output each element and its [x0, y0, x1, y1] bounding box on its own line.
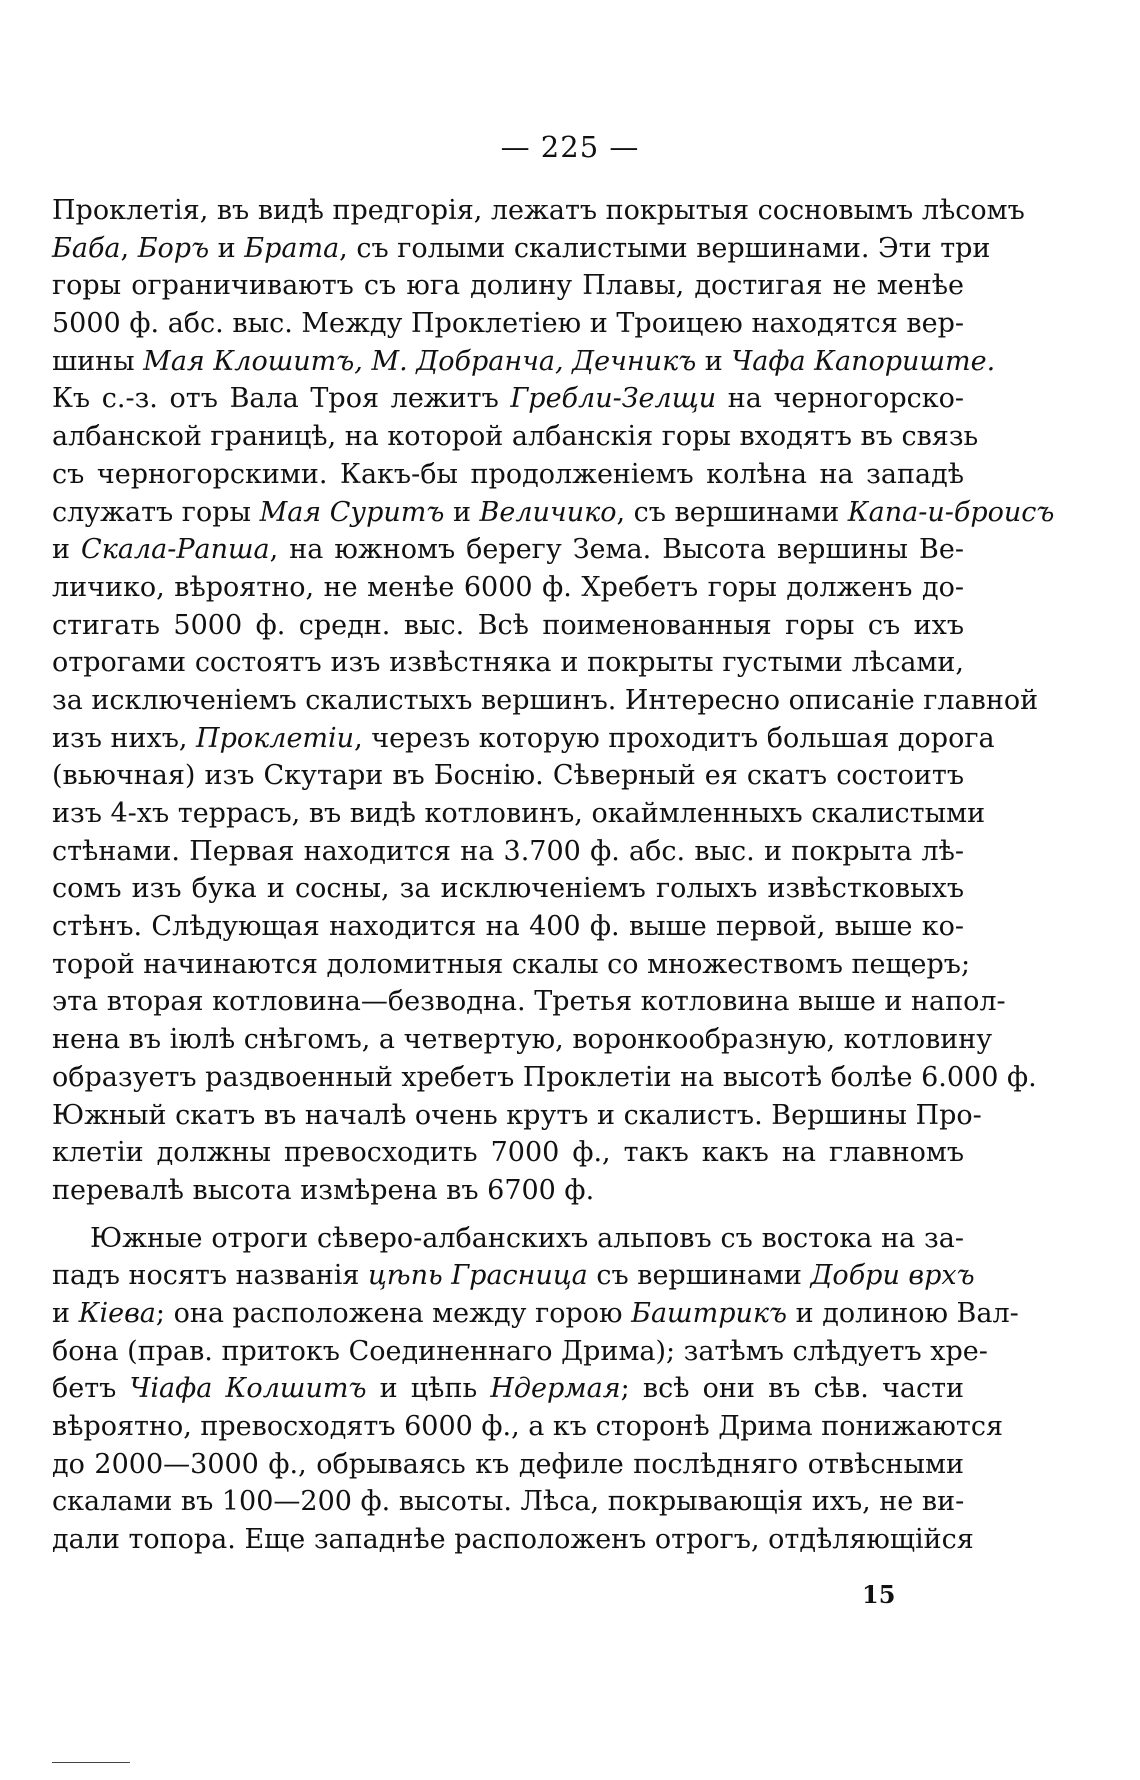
- text-run: на черногорско-: [716, 383, 964, 415]
- italic-name: Ндермая: [490, 1373, 621, 1405]
- text-line: [52, 1446, 964, 1484]
- text-run: Проклетія, въ видѣ предгорія, лежатъ покрытыя сосновымъ лѣсомъ: [52, 195, 1025, 226]
- text-run: служатъ горы: [52, 496, 260, 528]
- text-line: [52, 1257, 975, 1295]
- text-run: личико, вѣроятно, не менѣе 6000 ф. Хребетъ горы долженъ до-: [52, 571, 964, 603]
- text-run: и: [52, 534, 82, 566]
- italic-name: Капа-и-броисъ: [847, 496, 1055, 528]
- text-line: [52, 983, 1006, 1021]
- text-run: 5000 ф. абс. выс. Между Проклетіею и Троицею находятся вер-: [52, 308, 964, 340]
- text-line: [52, 192, 1025, 230]
- text-run: , на южномъ берегу Зема. Высота вершины Ве-: [269, 534, 964, 566]
- text-line: [52, 1408, 1003, 1446]
- text-line: [52, 1370, 964, 1408]
- italic-name: Баба: [52, 232, 121, 264]
- text-run: стѣнъ. Слѣдующая находится на 400 ф. выше первой, выше ко-: [52, 911, 964, 943]
- text-run: изъ 4-хъ террасъ, въ видѣ котловинъ, окаймленныхъ скалистыми: [52, 798, 986, 829]
- text-run: сомъ изъ бука и сосны, за исключеніемъ голыхъ извѣстковыхъ: [52, 873, 964, 905]
- text-run: (вьючная) изъ Скутари въ Боснію. Сѣверный ея скатъ состоитъ: [52, 760, 964, 792]
- italic-name: Чафа Капоришmе.: [731, 345, 996, 377]
- body-text: [52, 192, 1055, 1559]
- text-run: горы ограничиваютъ съ юга долину Плавы, достигая не менѣе: [52, 270, 964, 302]
- text-run: съ черногорскими. Какъ-бы продолженіемъ колѣна на западѣ: [52, 458, 964, 490]
- text-line: [52, 870, 964, 908]
- italic-name: Величико: [479, 496, 617, 528]
- text-line: [52, 343, 996, 381]
- text-run: и: [52, 1297, 79, 1329]
- text-line: [52, 720, 995, 758]
- text-line: [52, 531, 964, 569]
- text-line: [52, 380, 964, 418]
- page-number: — 225 —: [500, 130, 640, 164]
- paragraph-gap: [52, 1210, 964, 1220]
- text-run: падъ носятъ названія: [52, 1260, 368, 1292]
- text-line: [52, 682, 1039, 720]
- text-run: ,: [120, 232, 138, 264]
- italic-name: Чіафа Колшитъ: [129, 1373, 367, 1405]
- text-run: съ вершинами: [587, 1260, 811, 1292]
- text-run: за исключеніемъ скалистыхъ вершинъ. Интересно описаніе главной: [52, 684, 1039, 716]
- text-line: [52, 1134, 964, 1172]
- text-line: [52, 418, 979, 456]
- italic-name: Мая Клошитъ, М. Добранча, Дечникъ: [143, 345, 697, 377]
- text-run: и долиною Вал-: [787, 1297, 1019, 1329]
- text-line: [52, 494, 1055, 532]
- text-run: Южные отроги сѣверо-албанскихъ альповъ съ востока на за-: [90, 1222, 964, 1254]
- text-run: албанской границѣ, на которой албанскія горы входятъ въ связь: [52, 421, 979, 453]
- text-run: и: [444, 496, 480, 528]
- text-line: [52, 305, 964, 343]
- text-line: [52, 757, 964, 795]
- text-run: ; всѣ они въ сѣв. части: [620, 1373, 964, 1405]
- text-run: стѣнами. Первая находится на 3.700 ф. абс. выс. и покрыта лѣ-: [52, 835, 964, 867]
- italic-name: Кіева: [78, 1297, 156, 1329]
- text-run: стигать 5000 ф. средн. выс. Всѣ поименованныя горы съ ихъ: [52, 609, 964, 641]
- text-line: [52, 1172, 964, 1210]
- text-line: [52, 1220, 964, 1258]
- italic-name: Боръ: [137, 232, 210, 264]
- text-line: [52, 833, 964, 871]
- text-run: бона (прав. притокъ Соединеннаго Дрима); затѣмъ слѣдуетъ хре-: [52, 1335, 988, 1367]
- italic-name: Добри врхъ: [810, 1260, 975, 1292]
- text-run: скалами въ 100—200 ф. высоты. Лѣса, покрывающія ихъ, не ви-: [52, 1486, 965, 1518]
- footer-rule: [52, 1762, 130, 1763]
- italic-name: цѣпь Грасница: [367, 1260, 588, 1292]
- text-run: шины: [52, 345, 144, 377]
- italic-name: Брата: [244, 232, 340, 264]
- text-run: вѣроятно, превосходятъ 6000 ф., а къ сторонѣ Дрима понижаются: [52, 1411, 1003, 1442]
- italic-name: Баштрикъ: [631, 1297, 788, 1329]
- text-line: [52, 1295, 1019, 1333]
- text-run: , съ вершинами: [616, 496, 848, 528]
- text-line: [52, 795, 986, 833]
- text-line: [52, 230, 991, 268]
- text-run: и: [696, 345, 732, 377]
- text-run: ; она расположена между горою: [155, 1297, 632, 1329]
- text-run: , съ голыми скалистыми вершинами. Эти три: [339, 232, 991, 264]
- text-run: бетъ: [52, 1373, 130, 1405]
- text-line: [52, 456, 964, 494]
- text-line: [52, 1097, 982, 1135]
- text-run: дали топора. Еще западнѣе расположенъ отрогъ, отдѣляющійся: [52, 1524, 974, 1556]
- text-run: и цѣпь: [366, 1373, 491, 1405]
- text-run: эта вторая котловина—безводна. Третья котловина выше и напол-: [52, 986, 1006, 1018]
- text-line: [52, 1483, 964, 1521]
- text-line: [52, 946, 971, 984]
- text-run: торой начинаются доломитныя скалы со множествомъ пещеръ;: [52, 948, 971, 980]
- text-run: клетіи должны превосходить 7000 ф., такъ какъ на главномъ: [52, 1137, 964, 1169]
- text-run: отрогами состоятъ изъ извѣстняка и покрыты густыми лѣсами,: [52, 647, 964, 679]
- text-line: [52, 1333, 988, 1371]
- text-run: Южный скатъ въ началѣ очень крутъ и скалистъ. Вершины Про-: [52, 1099, 982, 1131]
- text-line: [52, 267, 964, 305]
- text-run: нена въ іюлѣ снѣгомъ, а четвертую, воронкообразную, котловину: [52, 1024, 993, 1056]
- text-run: до 2000—3000 ф., обрываясь къ дефиле послѣдняго отвѣсными: [52, 1448, 964, 1480]
- signature-mark: 15: [862, 1580, 896, 1609]
- italic-name: Мая Суритъ: [259, 496, 445, 528]
- text-line: [52, 1521, 974, 1559]
- text-line: [52, 1059, 1037, 1097]
- italic-name: Скала-Рапша: [81, 534, 270, 566]
- italic-name: Гребли-Зелщи: [510, 383, 717, 415]
- text-line: [52, 644, 964, 682]
- text-line: [52, 607, 964, 645]
- text-run: и: [209, 232, 245, 264]
- text-line: [52, 1021, 993, 1059]
- italic-name: Проклетіи: [196, 722, 355, 754]
- text-line: [52, 569, 964, 607]
- text-line: [52, 908, 964, 946]
- text-run: перевалѣ высота измѣрена въ 6700 ф.: [52, 1174, 595, 1206]
- text-run: Къ с.-з. отъ Вала Троя лежитъ: [52, 383, 511, 415]
- text-run: образуетъ раздвоенный хребетъ Проклетіи на высотѣ болѣе 6.000 ф.: [52, 1061, 1037, 1093]
- text-run: , черезъ которую проходитъ большая дорога: [354, 722, 995, 754]
- text-run: изъ нихъ,: [52, 722, 197, 754]
